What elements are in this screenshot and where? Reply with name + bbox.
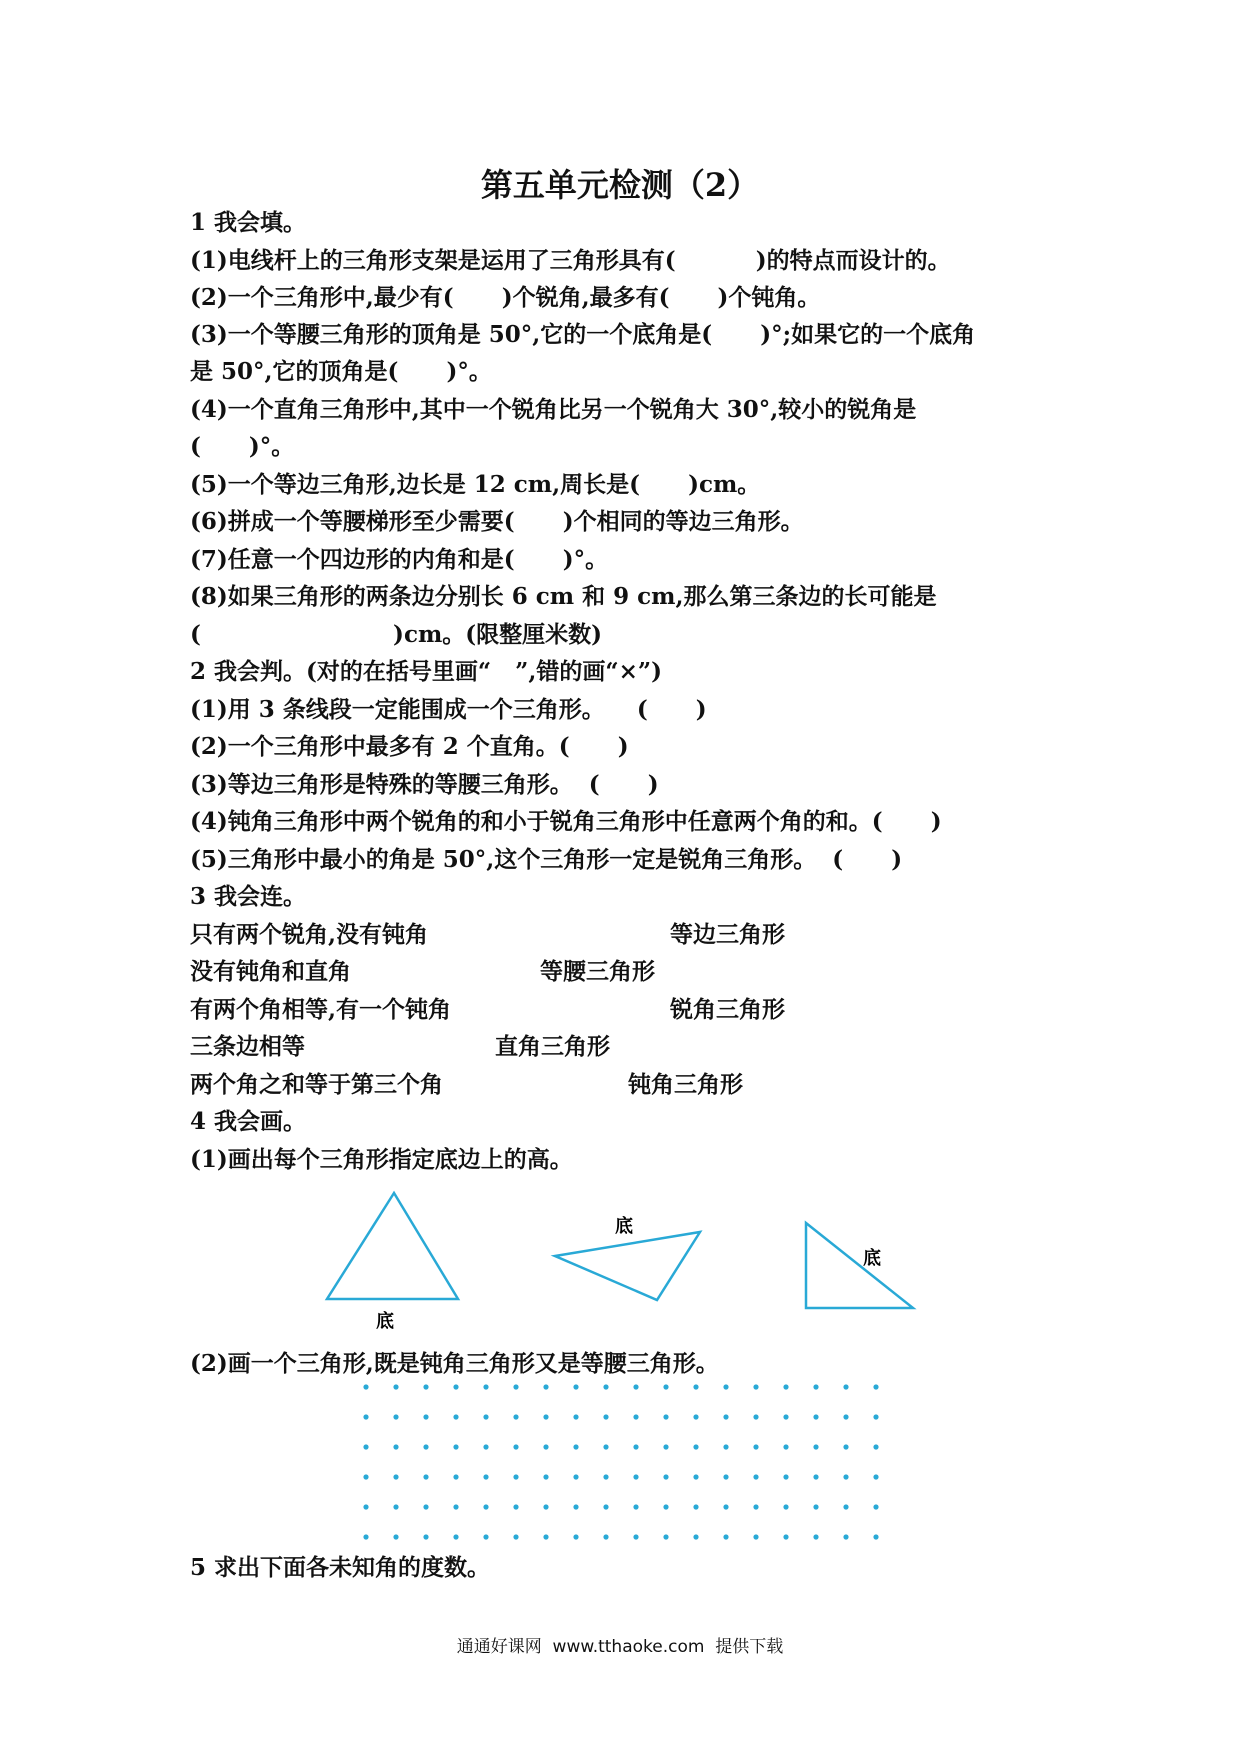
grid-dot — [363, 1414, 368, 1419]
judge-question-2: (2)一个三角形中最多有 2 个直角。( ) — [190, 733, 629, 760]
grid-dot — [843, 1444, 848, 1449]
grid-dot — [873, 1504, 878, 1509]
grid-dot — [393, 1534, 398, 1539]
grid-dot — [513, 1384, 518, 1389]
grid-dot — [543, 1414, 548, 1419]
grid-dot — [363, 1534, 368, 1539]
base-label: 底 — [615, 1216, 633, 1237]
match-left-item: 三条边相等 — [190, 1033, 305, 1060]
judge-question-4: (4)钝角三角形中两个锐角的和小于锐角三角形中任意两个角的和。( ) — [190, 808, 942, 835]
grid-dot — [813, 1504, 818, 1509]
grid-dot — [663, 1504, 668, 1509]
grid-dot — [543, 1384, 548, 1389]
grid-dot — [423, 1504, 428, 1509]
grid-dot — [393, 1384, 398, 1389]
grid-dot — [663, 1384, 668, 1389]
grid-dot — [423, 1444, 428, 1449]
judge-question-3: (3)等边三角形是特殊的等腰三角形。 ( ) — [190, 771, 659, 798]
grid-dot — [753, 1534, 758, 1539]
grid-dot — [813, 1444, 818, 1449]
grid-dot — [603, 1534, 608, 1539]
grid-dot — [423, 1414, 428, 1419]
grid-dot — [453, 1444, 458, 1449]
grid-dot — [873, 1534, 878, 1539]
grid-dot — [693, 1474, 698, 1479]
grid-dot — [813, 1384, 818, 1389]
fill-question-3-line1: (3)一个等腰三角形的顶角是 50°,它的一个底角是( )°;如果它的一个底角 — [190, 321, 976, 348]
grid-dot — [603, 1384, 608, 1389]
grid-dot — [423, 1474, 428, 1479]
grid-dot — [783, 1384, 788, 1389]
match-right-item: 锐角三角形 — [670, 996, 785, 1023]
grid-dot — [603, 1444, 608, 1449]
grid-dot — [753, 1444, 758, 1449]
section2-heading: 2 我会判。(对的在括号里画“ ”,错的画“×”) — [190, 658, 662, 685]
grid-dot — [483, 1534, 488, 1539]
grid-dot — [393, 1414, 398, 1419]
grid-dot — [573, 1414, 578, 1419]
base-label: 底 — [376, 1311, 394, 1332]
grid-dot — [633, 1414, 638, 1419]
section4-heading: 4 我会画。 — [190, 1108, 307, 1135]
grid-dot — [573, 1534, 578, 1539]
grid-dot — [783, 1444, 788, 1449]
grid-dot — [843, 1384, 848, 1389]
grid-dot — [813, 1534, 818, 1539]
fill-question-4-line2: ( )°。 — [190, 433, 295, 460]
grid-dot — [483, 1474, 488, 1479]
grid-dot — [753, 1414, 758, 1419]
grid-dot — [603, 1414, 608, 1419]
match-right-item: 等边三角形 — [670, 921, 785, 948]
grid-dot — [483, 1504, 488, 1509]
grid-dot — [843, 1474, 848, 1479]
grid-dot — [603, 1504, 608, 1509]
grid-dot — [753, 1384, 758, 1389]
fill-question-1: (1)电线杆上的三角形支架是运用了三角形具有( )的特点而设计的。 — [190, 247, 951, 274]
grid-dot — [363, 1474, 368, 1479]
judge-question-1: (1)用 3 条线段一定能围成一个三角形。 ( ) — [190, 696, 707, 723]
grid-dot — [453, 1534, 458, 1539]
grid-dot — [843, 1414, 848, 1419]
grid-dot — [873, 1444, 878, 1449]
grid-dot — [873, 1384, 878, 1389]
grid-dot — [393, 1444, 398, 1449]
grid-dot — [723, 1504, 728, 1509]
grid-dot — [423, 1384, 428, 1389]
grid-dot — [573, 1474, 578, 1479]
grid-dot — [843, 1534, 848, 1539]
grid-dot — [573, 1504, 578, 1509]
grid-dot — [783, 1474, 788, 1479]
grid-dot — [363, 1444, 368, 1449]
section5-heading: 5 求出下面各未知角的度数。 — [190, 1554, 491, 1581]
grid-dot — [753, 1474, 758, 1479]
grid-dot — [573, 1384, 578, 1389]
grid-dot — [693, 1444, 698, 1449]
grid-dot — [663, 1534, 668, 1539]
fill-question-5: (5)一个等边三角形,边长是 12 cm,周长是( )cm。 — [190, 471, 761, 498]
match-right-item: 钝角三角形 — [628, 1071, 743, 1098]
grid-dot — [513, 1534, 518, 1539]
match-right-item: 等腰三角形 — [540, 958, 655, 985]
grid-dot — [633, 1474, 638, 1479]
grid-dot — [513, 1414, 518, 1419]
page-title: 第五单元检测（2） — [480, 166, 760, 204]
grid-dot — [543, 1504, 548, 1509]
grid-dot — [603, 1474, 608, 1479]
fill-question-4-line1: (4)一个直角三角形中,其中一个锐角比另一个锐角大 30°,较小的锐角是 — [190, 396, 917, 423]
grid-dot — [723, 1414, 728, 1419]
fill-question-6: (6)拼成一个等腰梯形至少需要( )个相同的等边三角形。 — [190, 508, 804, 535]
draw-question-2: (2)画一个三角形,既是钝角三角形又是等腰三角形。 — [190, 1350, 719, 1377]
grid-dot — [753, 1504, 758, 1509]
grid-dot — [693, 1384, 698, 1389]
grid-dot — [633, 1504, 638, 1509]
match-left-item: 没有钝角和直角 — [190, 958, 351, 985]
fill-question-8-line1: (8)如果三角形的两条边分别长 6 cm 和 9 cm,那么第三条边的长可能是 — [190, 583, 937, 610]
fill-question-3-line2: 是 50°,它的顶角是( )°。 — [190, 358, 492, 385]
grid-dot — [783, 1504, 788, 1509]
grid-dot — [723, 1534, 728, 1539]
grid-dot — [363, 1384, 368, 1389]
grid-dot — [633, 1534, 638, 1539]
base-label: 底 — [863, 1248, 881, 1269]
footer-text: 通通好课网 www.tthaoke.com 提供下载 — [456, 1637, 784, 1657]
grid-dot — [813, 1474, 818, 1479]
grid-dot — [543, 1474, 548, 1479]
match-right-item: 直角三角形 — [495, 1033, 610, 1060]
grid-dot — [513, 1444, 518, 1449]
grid-dot — [723, 1444, 728, 1449]
grid-dot — [663, 1474, 668, 1479]
grid-dot — [813, 1414, 818, 1419]
grid-dot — [693, 1504, 698, 1509]
grid-dot — [423, 1534, 428, 1539]
grid-dot — [783, 1534, 788, 1539]
fill-question-8-line2: ( )cm。(限整厘米数) — [190, 621, 603, 648]
match-left-item: 两个角之和等于第三个角 — [190, 1071, 443, 1098]
grid-dot — [453, 1414, 458, 1419]
draw-question-1: (1)画出每个三角形指定底边上的高。 — [190, 1146, 573, 1173]
grid-dot — [693, 1414, 698, 1419]
grid-dot — [363, 1504, 368, 1509]
grid-dot — [513, 1474, 518, 1479]
grid-dot — [663, 1414, 668, 1419]
grid-dot — [483, 1444, 488, 1449]
grid-dot — [873, 1474, 878, 1479]
grid-dot — [453, 1474, 458, 1479]
fill-question-7: (7)任意一个四边形的内角和是( )°。 — [190, 546, 609, 573]
section1-heading: 1 我会填。 — [190, 209, 307, 236]
grid-dot — [693, 1534, 698, 1539]
section3-heading: 3 我会连。 — [190, 883, 307, 910]
fill-question-2: (2)一个三角形中,最少有( )个锐角,最多有( )个钝角。 — [190, 284, 821, 311]
grid-dot — [513, 1504, 518, 1509]
match-left-item: 只有两个锐角,没有钝角 — [190, 921, 429, 948]
grid-dot — [633, 1444, 638, 1449]
grid-dot — [573, 1444, 578, 1449]
grid-dot — [543, 1534, 548, 1539]
grid-dot — [483, 1414, 488, 1419]
grid-dot — [633, 1384, 638, 1389]
grid-dot — [453, 1504, 458, 1509]
grid-dot — [393, 1474, 398, 1479]
grid-dot — [843, 1504, 848, 1509]
grid-dot — [453, 1384, 458, 1389]
grid-dot — [783, 1414, 788, 1419]
grid-dot — [873, 1414, 878, 1419]
grid-dot — [723, 1474, 728, 1479]
grid-dot — [723, 1384, 728, 1389]
grid-dot — [393, 1504, 398, 1509]
match-left-item: 有两个角相等,有一个钝角 — [190, 996, 452, 1023]
grid-dot — [543, 1444, 548, 1449]
grid-dot — [663, 1444, 668, 1449]
grid-dot — [483, 1384, 488, 1389]
judge-question-5: (5)三角形中最小的角是 50°,这个三角形一定是锐角三角形。 ( ) — [190, 846, 903, 873]
